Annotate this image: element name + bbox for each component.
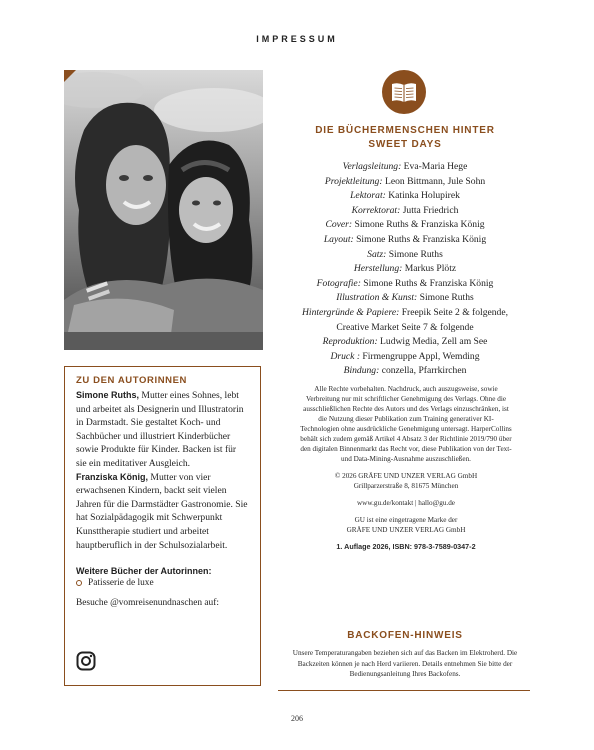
credit-value: Simone Ruths xyxy=(386,248,443,260)
credit-label: Herstellung: xyxy=(353,263,403,275)
credit-row xyxy=(284,189,526,204)
page-header: IMPRESSUM xyxy=(256,34,338,44)
credits-title xyxy=(290,124,520,152)
credit-value: Simone Ruths & Franziska König xyxy=(353,233,487,245)
credit-label: Projektleitung: xyxy=(324,175,383,187)
photo-corner-accent xyxy=(64,70,76,82)
contact-line: www.gu.de/kontakt | hallo@gu.de xyxy=(356,499,456,507)
credits-title-line2: SWEET DAYS xyxy=(368,139,442,150)
credit-row xyxy=(284,204,526,219)
credit-row xyxy=(284,335,526,350)
book-icon xyxy=(382,70,426,114)
credit-row xyxy=(284,218,526,233)
credit-label: Illustration & Kunst: xyxy=(336,292,418,304)
bullet-icon xyxy=(76,580,82,586)
authors-heading: ZU DEN AUTORINNEN xyxy=(76,375,188,386)
credit-row xyxy=(284,262,526,277)
credits-list xyxy=(284,160,526,379)
trademark-line1: GU ist eine eingetragene Marke der xyxy=(354,516,458,524)
legal-notice xyxy=(300,384,512,559)
credit-value: Katinka Holupirek xyxy=(385,190,460,202)
rights-text: Alle Rechte vorbehalten. Nachdruck, auch auszugsweise, sowie Verbreitung nur mit schriftlicher Genehmigung des Verlags. Ohne die ausschließlichen Rechte des Autors und des Verlags einzuschränken, ist die Nutzung dieser Publikation zum Training generativer KI-Technologien ohne ausdrückliche Genehmigung untersagt. HarperCollins behält sich zudem gemäß Artikel 4 Absatz 3 der Richtlinie 2019/790 über den digitalen Binnenmarkt das Recht vor, diese Publikation von der Text- und Data-Mining-Ausnahme auszuschließen. xyxy=(300,385,512,463)
credit-label: Lektorat: xyxy=(350,190,386,202)
credit-row xyxy=(284,321,526,336)
credit-value: Jutta Friedrich xyxy=(400,204,459,216)
credit-label: Bindung: xyxy=(343,365,380,377)
trademark-block xyxy=(300,515,512,535)
credit-value: Leon Bittmann, Jule Sohn xyxy=(382,175,486,187)
visit-text: Besuche @vomreisenundnaschen auf: xyxy=(76,598,219,609)
credit-value: Creative Market Seite 7 & folgende xyxy=(336,321,474,333)
credit-row xyxy=(284,277,526,292)
credit-value: Eva-Maria Hege xyxy=(401,161,468,172)
credits-title-line1: DIE BÜCHERMENSCHEN HINTER xyxy=(315,125,495,136)
credit-row xyxy=(284,350,526,365)
credit-label: Korrektorat: xyxy=(351,204,401,216)
author-bios xyxy=(76,389,249,552)
author1-bio: Mutter eines Sohnes, lebt und arbeitet als Designerin und Illustratorin in Darmstadt. Sie gestaltet Koch- und Sachbücher und illustriert Kinderbücher sowie Produkte für Kinder. Backen ist für sie ein meditativer Ausgleich. xyxy=(76,390,244,469)
credit-value: Freepik Seite 2 & folgende, xyxy=(399,306,509,318)
credit-row xyxy=(284,175,526,190)
credit-row xyxy=(284,248,526,263)
oven-note-text: Unsere Temperaturangaben beziehen sich auf das Backen im Elektroherd. Die Backzeiten können je nach Herd variieren. Details entnehmen Sie bitte der Bedienungsanleitung Ihres Backofens. xyxy=(292,649,518,678)
credit-label: Satz: xyxy=(367,248,387,260)
credit-label: Cover: xyxy=(325,219,353,231)
credit-row xyxy=(284,233,526,248)
oven-note-title: BACKOFEN-HINWEIS xyxy=(347,630,463,641)
author-info-box xyxy=(64,366,261,686)
credit-label: Hintergründe & Papiere: xyxy=(301,306,400,318)
page-number: 206 xyxy=(291,714,303,723)
author1-name: Simone Ruths, xyxy=(76,390,140,400)
author2-bio: Mutter von vier erwachsenen Kindern, backt seit vielen Jahren für die Darmstädter Gastronomie. Sie hat Sozialpädagogik mit Schwerpunkt Kunsttherapie studiert und arbeitet hauptberuflich in der Schulsozialarbeit. xyxy=(76,471,248,551)
more-books-item-label: Patisserie de luxe xyxy=(88,578,154,589)
trademark-line2: GRÄFE UND UNZER VERLAG GmbH xyxy=(346,526,466,534)
credit-value: conzella, Pfarrkirchen xyxy=(379,365,467,377)
credit-label: Layout: xyxy=(323,233,354,245)
credit-label: Fotografie: xyxy=(316,277,361,289)
credit-value: Simone Ruths xyxy=(417,292,474,304)
credit-value: Markus Plötz xyxy=(402,263,457,275)
author2-name: Franziska König, xyxy=(76,471,149,482)
more-books-item xyxy=(76,578,249,588)
publisher-block xyxy=(300,471,512,491)
credit-label: Druck : xyxy=(330,350,361,362)
credit-value: Simone Ruths & Franziska König xyxy=(360,277,494,289)
credit-row xyxy=(284,364,526,379)
credit-row xyxy=(284,291,526,306)
address-line: Grillparzerstraße 8, 81675 München xyxy=(353,482,459,490)
credit-value: Ludwig Media, Zell am See xyxy=(377,336,488,348)
credit-label: Reproduktion: xyxy=(322,336,378,348)
credit-label: Verlagsleitung: xyxy=(342,161,402,172)
author-photo xyxy=(64,70,263,350)
instagram-icon[interactable] xyxy=(76,651,96,671)
divider xyxy=(278,690,530,691)
more-books-title: Weitere Bücher der Autorinnen: xyxy=(76,566,212,577)
credit-row xyxy=(284,160,526,175)
edition-isbn: 1. Auflage 2026, ISBN: 978-3-7589-0347-2 xyxy=(336,542,476,551)
copyright-line: © 2026 GRÄFE UND UNZER VERLAG GmbH xyxy=(334,472,478,480)
credit-row xyxy=(284,306,526,321)
credit-value: Firmengruppe Appl, Wemding xyxy=(360,350,480,362)
credit-value: Simone Ruths & Franziska König xyxy=(352,219,485,231)
